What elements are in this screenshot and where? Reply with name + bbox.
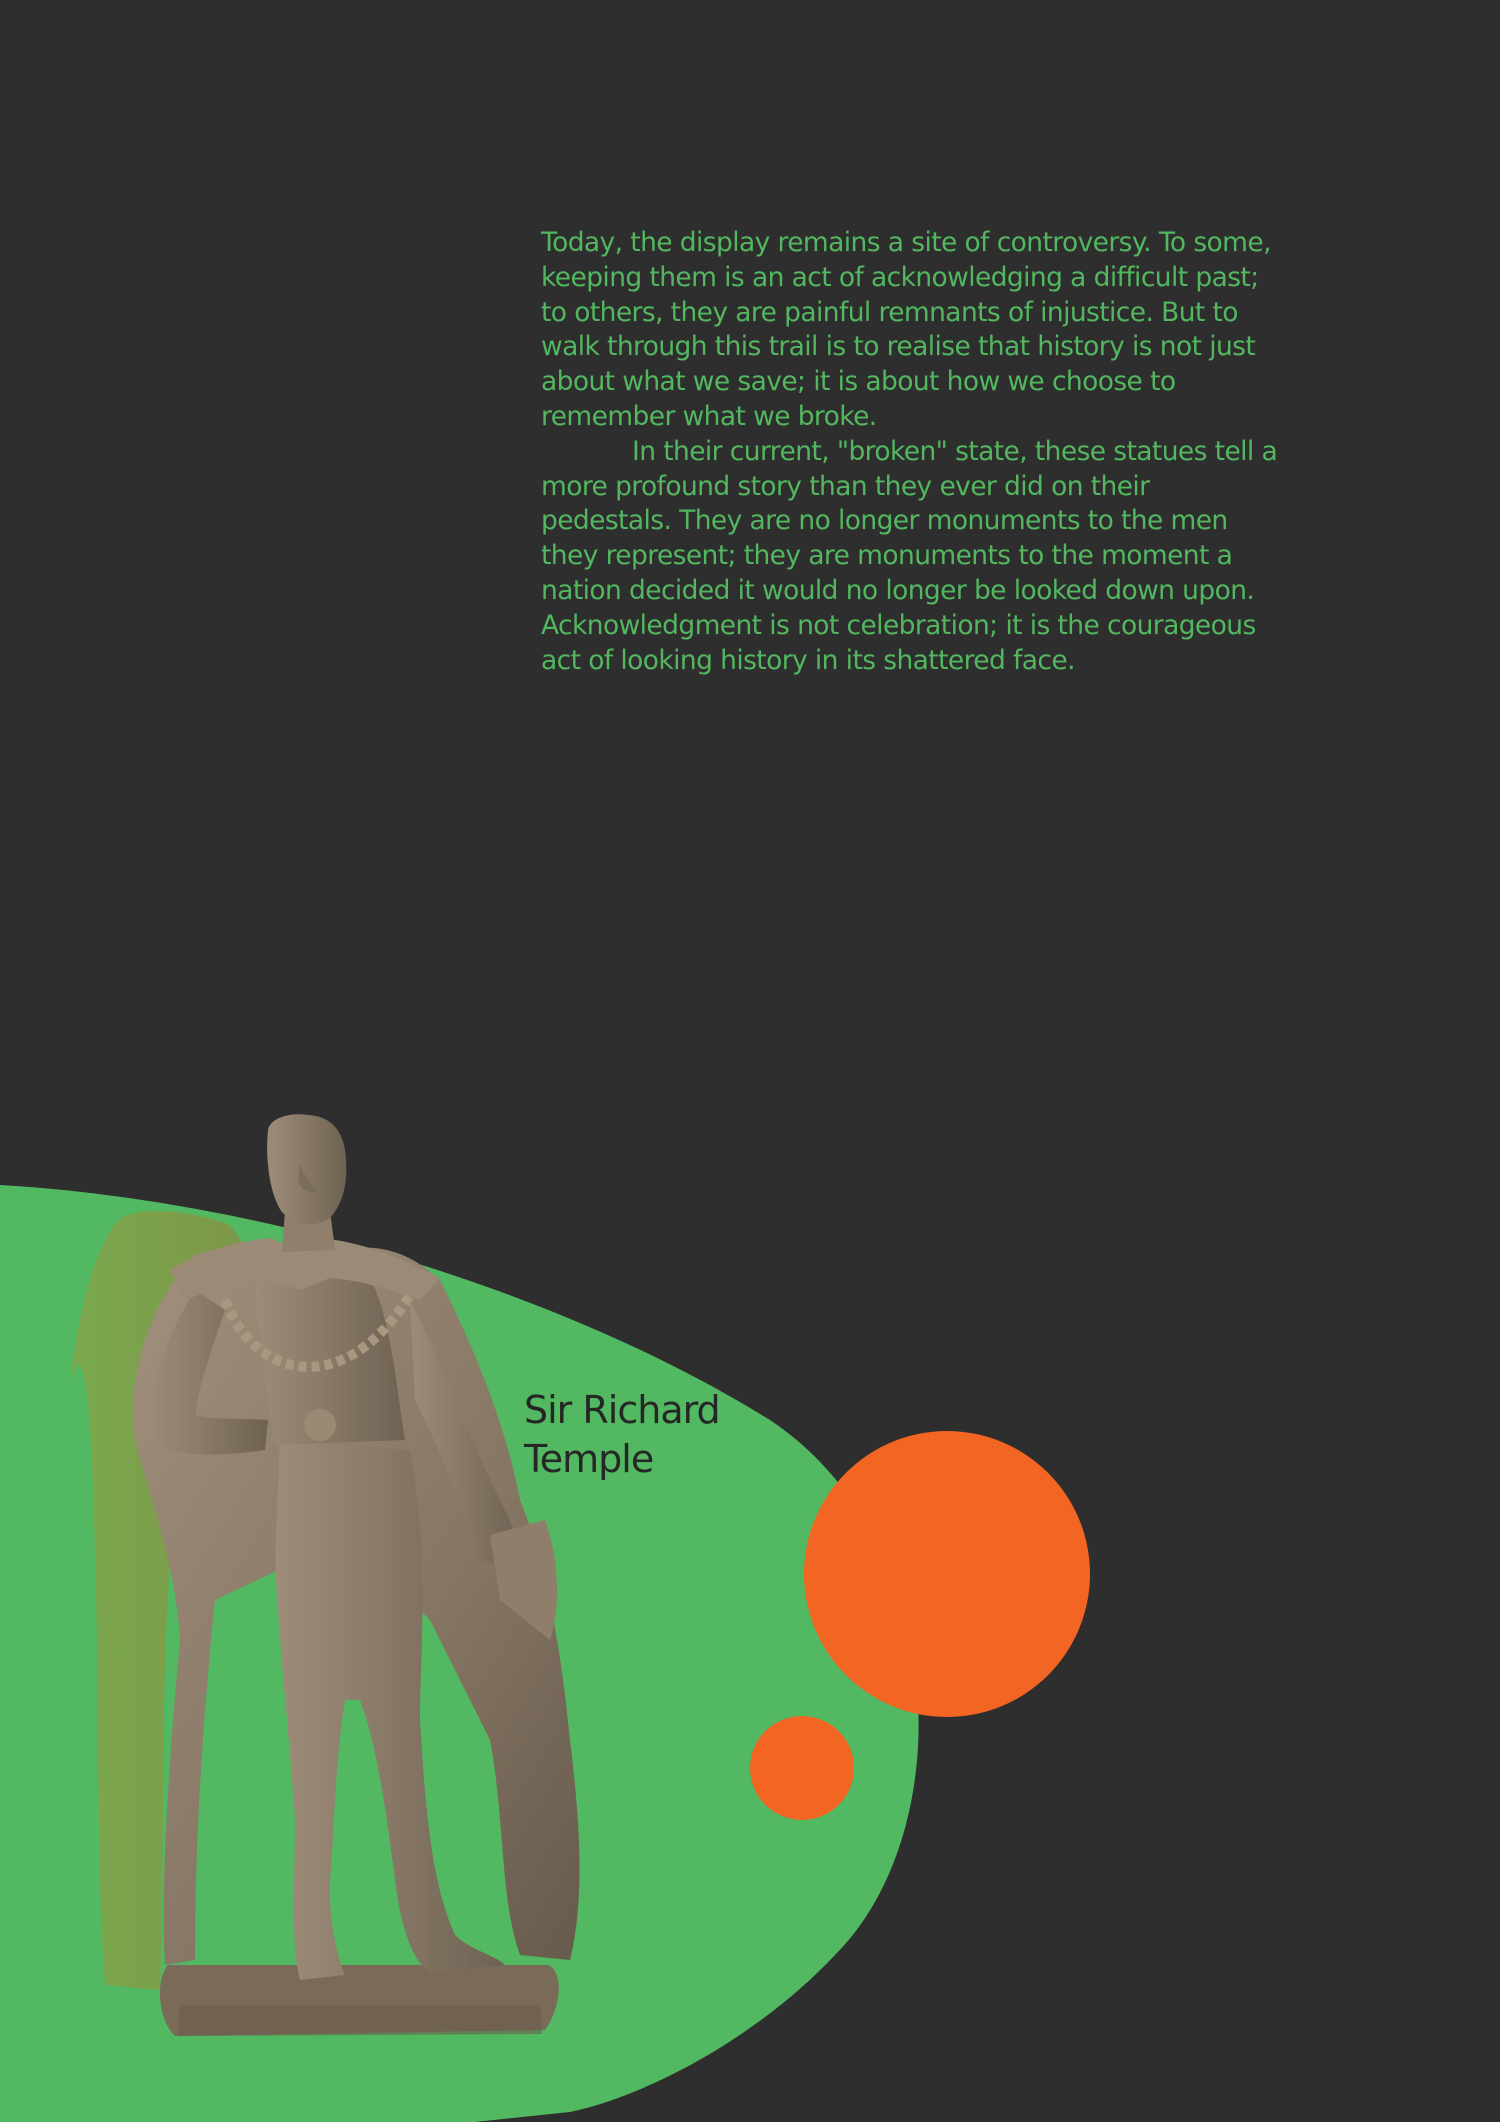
caption-line: Temple [524,1437,654,1481]
small-orange-circle [750,1716,854,1820]
large-orange-circle [804,1431,1090,1717]
statue-caption [524,1386,784,1484]
article-paragraph: In their current, "broken" state, these statues tell a more profound story than they ever did on their pedestals. They are no longer monuments to the men they represent; they are monuments to the moment a nation decided it would no longer be looked down upon. Acknowledgment is not celebration; it is the courageous act of looking history in its shattered face. [541,435,1278,676]
caption-line: Sir Richard [524,1388,720,1432]
article-paragraph: Today, the display remains a site of controversy. To some, keeping them is an act of acknowledging a difficult past; to others, they are painful remnants of injustice. But to walk through this trail is to realise that history is not just about what we save; it is about how we choose to remember what we broke. [541,227,1271,432]
